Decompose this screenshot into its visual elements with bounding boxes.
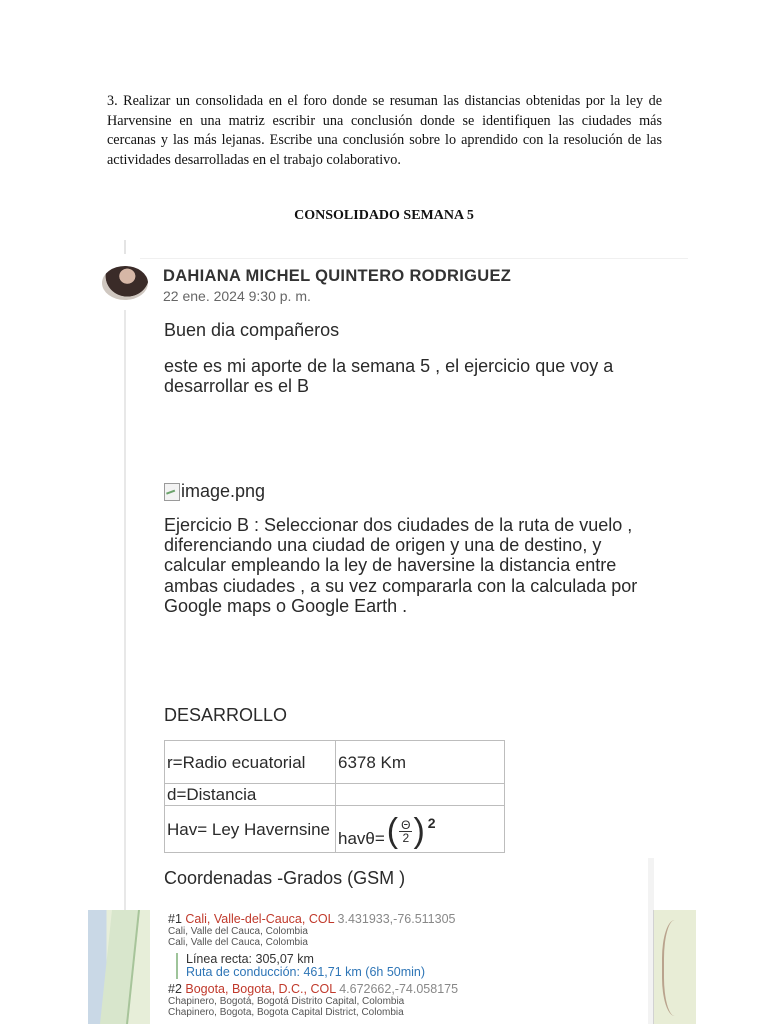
destination-line: #2 Bogota, Bogota, D.C., COL 4.672662,-74.058175 (168, 982, 459, 996)
post-ejercicio: Ejercicio B : Seleccionar dos ciudades de la ruta de vuelo , diferenciando una ciudad de origen y una de destino, y calcular empleando la ley de haversine la distancia entre ambas ciudades , a su vez compararla con la calculada por Google maps o Google Earth . (164, 515, 638, 616)
desarrollo-heading: DESARROLLO (164, 705, 288, 725)
broken-image-icon (164, 483, 180, 501)
origin-line: #1 Cali, Valle-del-Cauca, COL 3.431933,-76.511305 (168, 912, 456, 926)
image-alt-text: image.png (181, 481, 266, 501)
origin-coords: 3.431933,-76.511305 (337, 912, 456, 926)
table-cell: d=Distancia (165, 784, 336, 806)
origin-sub: Cali, Valle del Cauca, Colombia (168, 937, 308, 948)
origin-name[interactable]: Cali, Valle-del-Cauca, COL (185, 912, 335, 926)
forum-post (100, 240, 690, 940)
fraction-numerator: Θ (401, 817, 411, 832)
coordenadas-heading: Coordenadas -Grados (GSM ) (164, 868, 406, 888)
table-cell: Hav= Ley Havernsine (165, 806, 336, 853)
post-divider (140, 258, 688, 259)
destination-name[interactable]: Bogota, Bogota, D.C., COL (185, 982, 336, 996)
formula-exponent: 2 (427, 815, 436, 831)
map-thumbnail (653, 910, 696, 1024)
image-placeholder[interactable] (164, 481, 265, 502)
origin-sub: Cali, Valle del Cauca, Colombia (168, 926, 308, 937)
destination-coords: 4.672662,-74.058175 (339, 982, 459, 996)
post-aporte: este es mi aporte de la semana 5 , el ejercicio que voy a desarrollar es el B (164, 356, 614, 396)
post-greeting: Buen dia compañeros (164, 320, 340, 340)
destination-sub: Chapinero, Bogotá, Bogotá Distrito Capital, Colombia (168, 996, 405, 1007)
table-cell: 6378 Km (336, 741, 505, 784)
table-row (165, 741, 505, 784)
fraction-denominator: 2 (402, 830, 410, 845)
driving-route[interactable]: Ruta de conducción: 461,71 km (6h 50min) (186, 965, 426, 979)
table-cell (336, 784, 505, 806)
avatar[interactable] (102, 266, 148, 300)
destination-sub: Chapinero, Bogota, Bogota Capital District, Colombia (168, 1007, 404, 1018)
route-info (168, 912, 568, 1018)
thread-rail (124, 310, 126, 910)
table-row (165, 806, 505, 853)
table-row (165, 784, 505, 806)
table-cell: r=Radio ecuatorial (165, 741, 336, 784)
post-date: 22 ene. 2024 9:30 p. m. (163, 288, 311, 304)
formula-prefix: havθ= (338, 829, 385, 848)
straight-line-distance: Línea recta: 305,07 km (186, 952, 314, 966)
post-author[interactable]: DAHIANA MICHEL QUINTERO RODRIGUEZ (163, 267, 512, 285)
section-heading: CONSOLIDADO SEMANA 5 (294, 208, 474, 223)
variables-table (164, 740, 505, 853)
distance-block (176, 953, 568, 979)
intro-paragraph: 3. Realizar un consolidada en el foro donde se resuman las distancias obtenidas por la ley de Harvensine en una matriz escribir una conclusión donde se identifiquen las ciudades más cercanas y las más lejanas. Escribe una conclusión sobre lo aprendido con la resolución de las actividades desarrolladas en el trabajo colaborativo. (107, 93, 662, 168)
map-thumbnail (88, 910, 150, 1024)
formula-cell (336, 806, 505, 853)
route-screenshot (88, 910, 696, 1024)
thread-rail (124, 240, 126, 254)
haversine-formula (338, 814, 502, 848)
formula-fraction: ( $\frac{\Theta}{2}$ ) (386, 812, 425, 850)
